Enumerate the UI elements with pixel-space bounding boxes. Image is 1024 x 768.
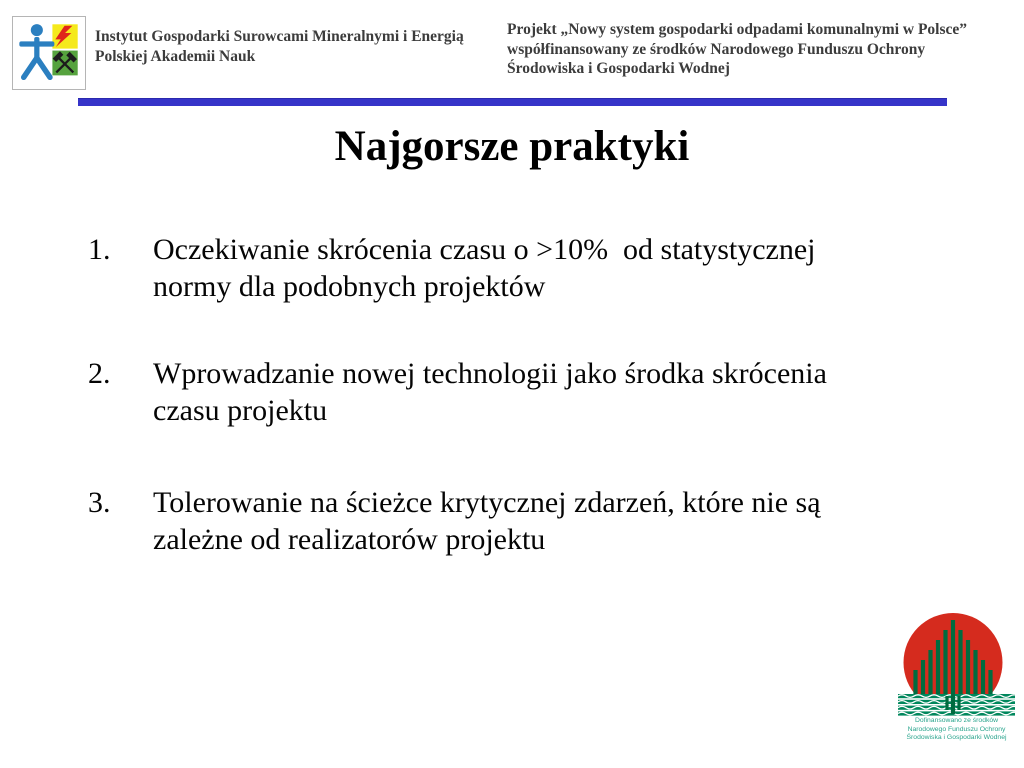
- list-item-number: 2.: [88, 357, 111, 390]
- institute-logo: [12, 16, 86, 90]
- list-item-text-line2: normy dla podobnych projektów: [153, 270, 546, 303]
- project-description-line2: współfinansowany ze środków Narodowego Funduszu Ochrony: [507, 40, 926, 58]
- list-item: [88, 355, 958, 429]
- project-description-line3: Środowiska i Gospodarki Wodnej: [507, 60, 730, 77]
- nfosigw-logo: [898, 610, 1015, 743]
- nfosigw-tree-waves-emblem-icon: [898, 610, 1015, 716]
- funding-caption-line1: Dofinansowano ze środków: [914, 717, 999, 724]
- list-item-number: 1.: [88, 233, 111, 266]
- list-item-text: [153, 355, 827, 429]
- igsmie-pan-emblem-icon: [13, 17, 85, 89]
- funding-caption-line3: Środowiska i Gospodarki Wodnej: [906, 734, 1007, 742]
- list-item-text-line2: czasu projektu: [153, 394, 328, 427]
- list-item-text: [153, 484, 821, 558]
- list-item-text-line2: zależne od realizatorów projektu: [153, 523, 546, 556]
- list-item: [88, 231, 958, 305]
- slide-title: Najgorsze praktyki: [334, 123, 690, 170]
- institution-name-line2: Polskiej Akademii Nauk: [95, 47, 256, 65]
- funding-caption: [898, 717, 1015, 743]
- list-item: [88, 484, 958, 558]
- list-item-number: 3.: [88, 486, 111, 519]
- project-description-line1: Projekt „Nowy system gospodarki odpadami komunalnymi w Polsce”: [507, 21, 968, 38]
- list-item-text-line1: Wprowadzanie nowej technologii jako środka skrócenia: [153, 357, 827, 390]
- institution-name-line1: Instytut Gospodarki Surowcami Mineralnymi i Energią: [95, 28, 464, 45]
- project-description: [507, 20, 987, 79]
- header-divider-line: [78, 98, 947, 106]
- funding-caption-line2: Narodowego Funduszu Ochrony: [907, 725, 1006, 733]
- list-item-text: [153, 231, 816, 305]
- list-item-text-line1: Tolerowanie na ścieżce krytycznej zdarzeń, które nie są: [153, 486, 821, 519]
- list-item-text-line1: Oczekiwanie skrócenia czasu o >10% od statystycznej: [153, 233, 816, 266]
- institution-name: [95, 27, 464, 66]
